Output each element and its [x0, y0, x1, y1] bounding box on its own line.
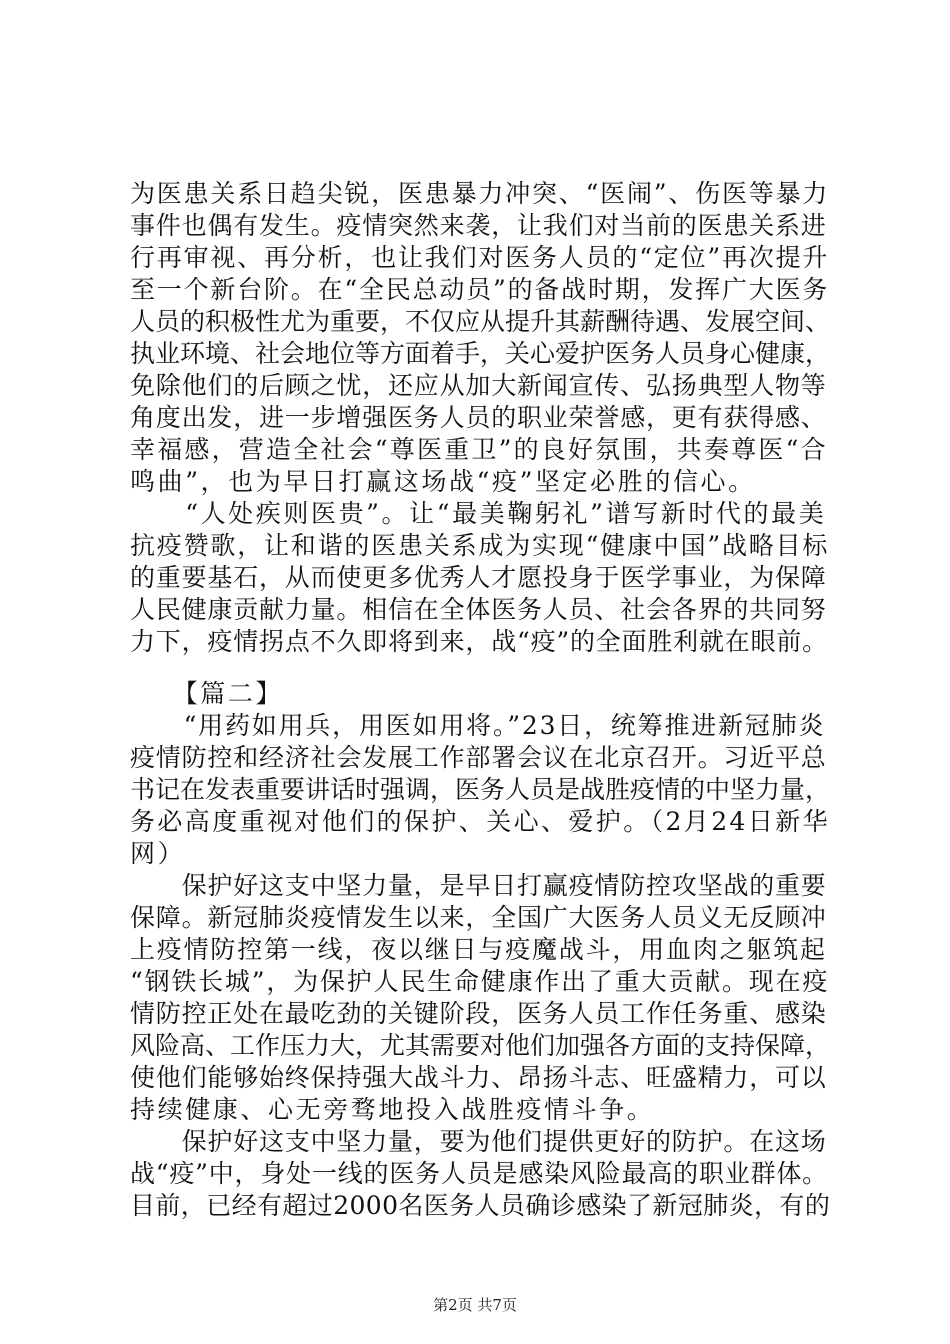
text-line: 幸福感，营造全社会“尊医重卫”的良好氛围，共奏尊医“合: [130, 435, 828, 464]
text-line: 战“疫”中，身处一线的医务人员是感染风险最高的职业群体。: [130, 1159, 828, 1188]
text-line: 使他们能够始终保持强大战斗力、昂扬斗志、旺盛精力，可以: [130, 1063, 827, 1092]
text-line: 保护好这支中坚力量，要为他们提供更好的防护。在这场: [130, 1127, 827, 1156]
text-line: 疫情防控和经济社会发展工作部署会议在北京召开。习近平总: [130, 743, 827, 772]
text-line: 角度出发，进一步增强医务人员的职业荣誉感，更有获得感、: [130, 403, 827, 432]
text-line: 抗疫赞歌，让和谐的医患关系成为实现“健康中国”战略目标: [130, 531, 830, 560]
text-line: 目前，已经有超过2000名医务人员确诊感染了新冠肺炎，有的: [130, 1191, 831, 1220]
text-line: 人民健康贡献力量。相信在全体医务人员、社会各界的共同努: [130, 595, 827, 624]
text-line: 事件也偶有发生。疫情突然来袭，让我们对当前的医患关系进: [130, 211, 827, 240]
text-line: 保障。新冠肺炎疫情发生以来，全国广大医务人员义无反顾冲: [130, 903, 827, 932]
text-line: 情防控正处在最吃劲的关键阶段，医务人员工作任务重、感染: [130, 999, 827, 1028]
text-line: 保护好这支中坚力量，是早日打赢疫情防控攻坚战的重要: [130, 871, 827, 900]
text-line: 上疫情防控第一线，夜以继日与疫魔战斗，用血肉之躯筑起: [130, 935, 827, 964]
text-line: 至一个新台阶。在“全民总动员”的备战时期，发挥广大医务: [130, 275, 830, 304]
text-line: “钢铁长城”，为保护人民生命健康作出了重大贡献。现在疫: [130, 967, 830, 996]
text-line: 执业环境、社会地位等方面着手，关心爱护医务人员身心健康，: [130, 339, 831, 368]
text-line: 持续健康、心无旁骛地投入战胜疫情斗争。: [130, 1095, 655, 1124]
text-line: 鸣曲”，也为早日打赢这场战“疫”坚定必胜的信心。: [130, 467, 756, 496]
text-line: 人员的积极性尤为重要，不仅应从提升其薪酬待遇、发展空间、: [130, 307, 831, 336]
text-line: 行再审视、再分析，也让我们对医务人员的“定位”再次提升: [130, 243, 830, 272]
text-line: 务必高度重视对他们的保护、关心、爱护。（2月24日新华: [130, 807, 831, 836]
text-line: 为医患关系日趋尖锐，医患暴力冲突、“医闹”、伤医等暴力: [130, 179, 830, 208]
text-line: 力下，疫情拐点不久即将到来，战“疫”的全面胜利就在眼前。: [130, 627, 828, 656]
text-line: 的重要基石，从而使更多优秀人才愿投身于医学事业，为保障: [130, 563, 827, 592]
section-heading: 【篇二】: [130, 679, 284, 708]
text-line: 网）: [130, 839, 186, 868]
text-line: 书记在发表重要讲话时强调，医务人员是战胜疫情的中坚力量，: [130, 775, 831, 804]
text-line: “用药如用兵，用医如用将。”23日，统筹推进新冠肺炎: [130, 711, 826, 740]
text-line: “人处疾则医贵”。让“最美鞠躬礼”谱写新时代的最美: [130, 499, 827, 528]
text-line: 免除他们的后顾之忧，还应从加大新闻宣传、弘扬典型人物等: [130, 371, 827, 400]
page-number: 第2页 共7页: [433, 1296, 517, 1314]
text-line: 风险高、工作压力大，尤其需要对他们加强各方面的支持保障，: [130, 1031, 831, 1060]
